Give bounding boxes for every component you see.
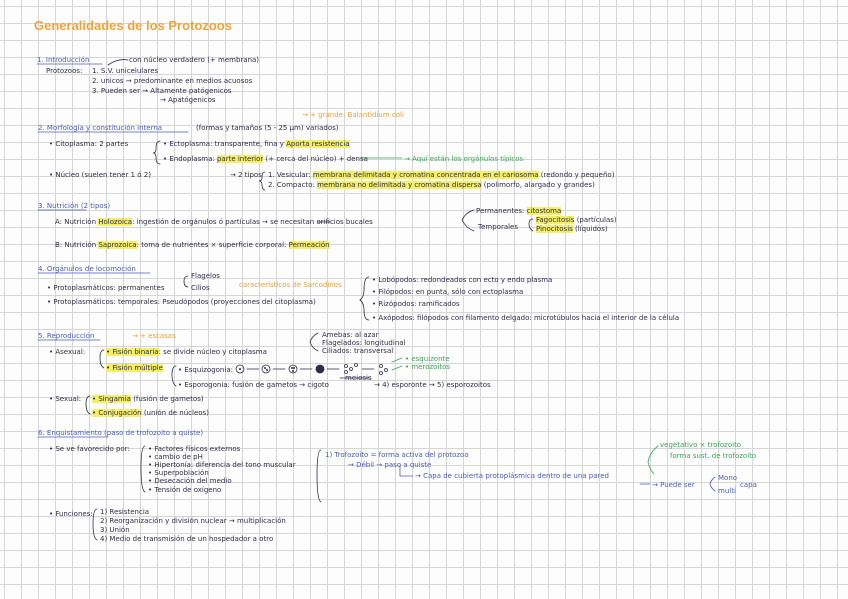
- intro-item-1: 1. S.V. unicelulares: [92, 67, 159, 75]
- protozoos-label: Protozoos:: [46, 67, 83, 75]
- heading-morfologia: 2. Morfología y constitución interna: [38, 124, 163, 132]
- ectoplasma-line: • Ectoplasma: transparente, fina y Aporta resistencia: [163, 140, 350, 148]
- vesicular-line: 1. Vesicular: membrana delimitada y cromatina concentrada en el cariosoma (redondo y pequeño): [268, 171, 615, 179]
- funcion-1: 1) Resistencia: [100, 508, 150, 516]
- factor-ph: • cambio de pH: [148, 453, 203, 461]
- fision-binaria-line: • Fisión binaria: se divide núcleo y citoplasma: [106, 348, 267, 356]
- esquizogonia-stage-2: [262, 365, 270, 373]
- rizopodos-line: • Rizópodos: ramificados: [372, 300, 460, 308]
- heading-introduccion: 1. Introducción: [37, 56, 90, 64]
- meiosis-label: meiosis: [345, 374, 372, 382]
- asexual-label: • Asexual:: [49, 348, 86, 356]
- trofozoito-line: 1) Trofozoito = forma activa del protozoo: [325, 451, 469, 459]
- sexual-label: • Sexual:: [49, 395, 82, 403]
- vegetativo-note: vegetativo × trofozoito: [660, 441, 742, 449]
- esquizogonia-label: • Esquizogonia:: [178, 366, 233, 374]
- forma-sust-note: forma sust. de trofozoito: [670, 452, 757, 460]
- brace-pseudopodos: [360, 277, 369, 320]
- lobopodos-line: • Lobópodos: redondeados con ecto y endo plasma: [372, 276, 553, 284]
- brace-puede-ser: [710, 477, 715, 491]
- intro-item-2: 2. unicos → predominante en medios acuosos: [92, 77, 253, 85]
- compacto-line: 2. Compacto: membrana no delimitada y cromatina dispersa (polimorfo, alargado y grandes): [268, 181, 595, 189]
- grande-note: → + grande: Balantidium coli: [302, 111, 404, 119]
- intro-arrow: [108, 60, 128, 65]
- cilios-label: Cilios: [191, 284, 210, 292]
- esquizogonia-stage-3: [289, 365, 297, 373]
- multi-label: multi: [718, 487, 736, 495]
- escasas-note: → + escasas: [132, 332, 176, 340]
- esquizogonia-stage-1: [236, 365, 244, 373]
- intro-item-3b: → Apatógenicos: [160, 96, 216, 104]
- nutricion-b: B: Nutrición Saprozoica: toma de nutrientes × superficie corporal: Permeación: [55, 241, 330, 249]
- organulos-note: → Aquí están los orgánulos típicos: [404, 155, 524, 163]
- permanentes-line: Permanentes: citostoma: [476, 207, 562, 215]
- puede-ser-label: → Puede ser: [652, 481, 695, 489]
- temporales-label: Temporales: [478, 223, 519, 231]
- protoplasmaticos-temporales: • Protoplasmáticos: temporales: Pseudópodos (proyecciones del citoplasma): [47, 298, 316, 306]
- esporonte-line: → 4) esporonte → 5) esporozoitos: [374, 381, 491, 389]
- factor-oxigeno: • Tensión de oxígeno: [148, 486, 222, 494]
- brace-sexual: [86, 396, 90, 414]
- brace-funciones: [93, 509, 97, 540]
- heading-reproduccion: 5. Reproducción: [38, 332, 95, 340]
- axopodos-line: • Axópodos: filópodos con filamento delgado: microtúbulos hacia el interior de la célula: [372, 314, 680, 322]
- morfologia-params: (formas y tamaños (5 - 25 μm) variados): [196, 124, 339, 132]
- esquizonte-note: • esquizonte: [405, 355, 450, 363]
- heading-nutricion: 3. Nutrición (2 tipos): [38, 202, 111, 210]
- citoplasma-label: • Citoplasma: 2 partes: [49, 140, 129, 148]
- mono-label: Mono: [718, 474, 738, 482]
- heading-locomocion: 4. Orgánulos de locomoción: [38, 265, 136, 273]
- singamia-line: • Singamia (fusión de gametos): [92, 395, 204, 403]
- funcion-2: 2) Reorganización y división nuclear → multiplicación: [100, 517, 286, 525]
- conjugacion-line: • Conjugación (unión de núcleos): [92, 409, 209, 417]
- factor-desecacion: • Desecación del medio: [148, 477, 232, 485]
- brace-enquistamiento: [317, 450, 321, 502]
- funcion-4: 4) Medio de transmisión de un hospedador a otro: [100, 535, 274, 543]
- pinocitosis-line: Pinocitosis (líquidos): [536, 225, 608, 233]
- brace-asexual: [100, 350, 104, 368]
- nucleo-label: • Núcleo (suelen tener 1 ó 2): [49, 171, 151, 179]
- brace-binaria: [310, 333, 318, 351]
- brace-temporales: [529, 219, 533, 231]
- capa-right-label: capa: [740, 481, 757, 489]
- nutricion-a: A: Nutrición Holozoica: ingestión de orgánulos ó partículas → se necesitan orificios bucales: [55, 218, 373, 226]
- esquizogonia-stage-6: [380, 365, 383, 368]
- protoplasmaticos-permanentes: • Protoplasmáticos: permanentes: [47, 284, 165, 292]
- nucleo-tipos: → 2 tipos: [230, 171, 262, 179]
- filopodos-line: • Filópodos: en punta, sólo con ectoplasma: [372, 288, 524, 296]
- factor-hipertonia: • Hipertonía: diferencia del tono muscular: [148, 461, 296, 469]
- brace-citoplasma: [153, 141, 160, 164]
- factor-fisicos: • Factores físicos externos: [148, 445, 241, 453]
- merozoitos-note: • merozoitos: [405, 363, 451, 371]
- brace-nutricion: [462, 210, 474, 231]
- amebas-line: Amebas: al azar: [322, 331, 379, 339]
- flagelados-line: Flagelados: longitudinal: [322, 339, 406, 347]
- esquizogonia-stage-4: [316, 365, 324, 373]
- debil-line: → Débil → paso a quiste: [348, 461, 432, 469]
- intro-item-3: 3. Pueden ser → Altamente patógenicos: [92, 87, 232, 95]
- favorecido-label: • Se ve favorecido por:: [49, 445, 130, 453]
- brace-vegetativo: [648, 446, 658, 474]
- page-title: Generalidades de los Protozoos: [34, 18, 232, 33]
- endoplasma-line: • Endoplasma: parte interior (+ cerca del núcleo) + densa: [163, 155, 368, 163]
- heading-enquistamiento: 6. Enquistamiento (paso de trofozoito a quiste): [38, 429, 204, 437]
- capa-line: → Capa de cubierta protoplásmica dentro de una pared: [415, 472, 609, 480]
- factor-superpoblacion: • Superpoblación: [148, 469, 209, 477]
- ciliados-line: Ciliados: transversal: [322, 347, 394, 355]
- sarcodinos-note: característicos de Sarcodinos: [239, 281, 342, 289]
- brace-fision-multiple: [172, 366, 176, 386]
- flagelos-label: Flagelos: [191, 272, 220, 280]
- fagocitosis-line: Fagocitosis (partículas): [536, 216, 617, 224]
- brace-flagelos: [184, 276, 188, 287]
- esquizogonia-stage-5: [345, 365, 348, 368]
- funciones-label: • Funciones:: [49, 510, 93, 518]
- fision-multiple: • Fisión múltiple: [106, 364, 163, 372]
- esporogonia-line: • Esporogonia: fusión de gametos → cigoto: [178, 381, 329, 389]
- funcion-3: 3) Unión: [100, 526, 130, 534]
- brace-factores: [141, 446, 145, 492]
- nucleo-note: con núcleo verdadero (+ membrana): [129, 56, 260, 64]
